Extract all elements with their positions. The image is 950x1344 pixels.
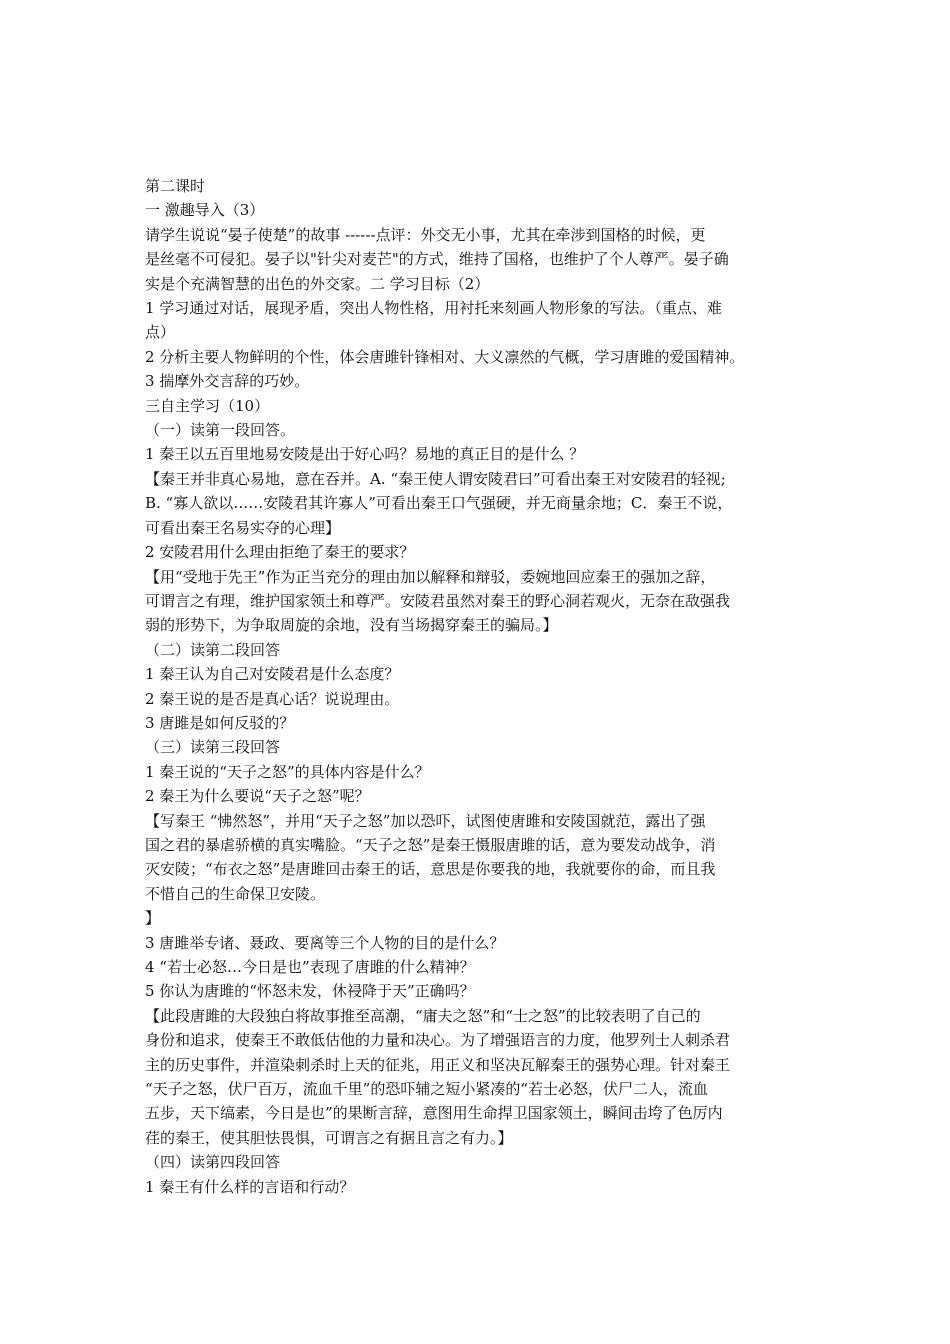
section-heading: 三自主学习（10） [145,396,270,415]
question-line: 5 你认为唐雎的“怀怒未发，休祲降于天”正确吗？ [145,982,475,1001]
answer-line: 不惜自己的生命保卫安陵。 [145,884,326,903]
answer-line: 荏的秦王，使其胆怯畏惧，可谓言之有据且言之有力。】 [145,1128,513,1147]
text-line: 3 揣摩外交言辞的巧妙。 [145,372,310,391]
subsection-heading: （二）读第二段回答 [145,640,281,659]
text-line: 实是个充满智慧的出色的外交家。二 学习目标（2） [145,274,490,293]
answer-line: 【秦王并非真心易地，意在吞并。A. “秦王使人谓安陵君曰”可看出秦王对安陵君的轻视; [145,469,726,488]
answer-line: “天子之怒，伏尸百万，流血千里”的恐吓辅之短小紧凑的“若士必怒，伏尸二人，流血 [145,1080,709,1099]
answer-line: B. “寡人欲以……安陵君其许寡人”可看出秦王口气强硬，并无商量余地；C．秦王不说， [145,494,733,513]
text-line: 2 分析主要人物鲜明的个性，体会唐雎针锋相对、大义凛然的气概，学习唐雎的爱国精神。 [145,347,745,366]
question-line: 1 秦王以五百里地易安陵是出于好心吗？易地的真正目的是什么 ？ [145,445,585,464]
question-line: 2 秦王为什么要说“天子之怒”呢？ [145,787,370,806]
question-line: 1 秦王认为自己对安陵君是什么态度？ [145,665,400,684]
document-body [145,174,825,1199]
answer-line: 【写秦王 “怫然怒”，并用“天子之怒”加以恐吓，试图使唐雎和安陵国就范，露出了强 [145,811,706,830]
text-line: 1 学习通过对话，展现矛盾，突出人物性格，用衬托来刻画人物形象的写法。（重点、难 [145,299,722,318]
question-line: 2 秦王说的是否是真心话？说说理由。 [145,689,400,708]
answer-line: 五步，天下缟素，今日是也”的果断言辞，意图用生命捍卫国家领土，瞬间击垮了色厉内 [145,1104,723,1123]
text-line: 是丝毫不可侵犯。晏子以"针尖对麦芒"的方式，维持了国格，也维护了个人尊严。晏子确 [145,250,729,269]
text-line: 点） [145,323,176,342]
answer-line: 【用“受地于先王”作为正当充分的理由加以解释和辩驳，委婉地回应秦王的强加之辞， [145,567,716,586]
answer-line: 灭安陵；“布衣之怒”是唐雎回击秦王的话，意思是你要我的地，我就要你的命，而且我 [145,860,716,879]
answer-line: 国之君的暴虐骄横的真实嘴脸。“天子之怒”是秦王慑服唐雎的话，意为要发动战争，消 [145,835,716,854]
question-line: 1 秦王有什么样的言语和行动？ [145,1177,355,1196]
question-line: 2 安陵君用什么理由拒绝了秦王的要求？ [145,543,415,562]
subsection-heading: （三）读第三段回答 [145,738,281,757]
answer-line: 可看出秦王名易实夺的心理】 [145,518,341,537]
answer-line: 【此段唐雎的大段独白将故事推至高潮，“庸夫之怒”和“士之怒”的比较表明了自己的 [145,1006,701,1025]
section-heading: 一 激趣导入（3） [145,201,265,220]
question-line: 4 “若士必怒…今日是也”表现了唐雎的什么精神？ [145,958,475,976]
subsection-heading: （一）读第一段回答。 [145,421,296,440]
question-line: 3 唐雎是如何反驳的？ [145,713,295,732]
question-line: 3 唐雎举专诸、聂政、要离等三个人物的目的是什么？ [145,933,505,952]
answer-line: 身份和追求，使秦王不敢低估他的力量和决心。为了增强语言的力度，他罗列士人刺杀君 [145,1031,731,1050]
answer-line: 主的历史事件，并渲染刺杀时上天的征兆，用正义和坚决瓦解秦王的强势心理。针对秦王 [145,1055,731,1074]
answer-line: 】 [145,909,161,928]
subsection-heading: （四）读第四段回答 [145,1153,281,1172]
text-line: 请学生说说“晏子使楚”的故事 ------点评：外交无小事，尤其在牵涉到国格的时候，更 [145,225,706,244]
lesson-title: 第二课时 [145,177,206,195]
question-line: 1 秦王说的“天子之怒”的具体内容是什么？ [145,762,430,781]
answer-line: 可谓言之有理，维护国家领土和尊严。安陵君虽然对秦王的野心洞若观火，无奈在敌强我 [145,591,731,610]
answer-line: 弱的形势下，为争取周旋的余地，没有当场揭穿秦王的骗局。】 [145,616,558,635]
